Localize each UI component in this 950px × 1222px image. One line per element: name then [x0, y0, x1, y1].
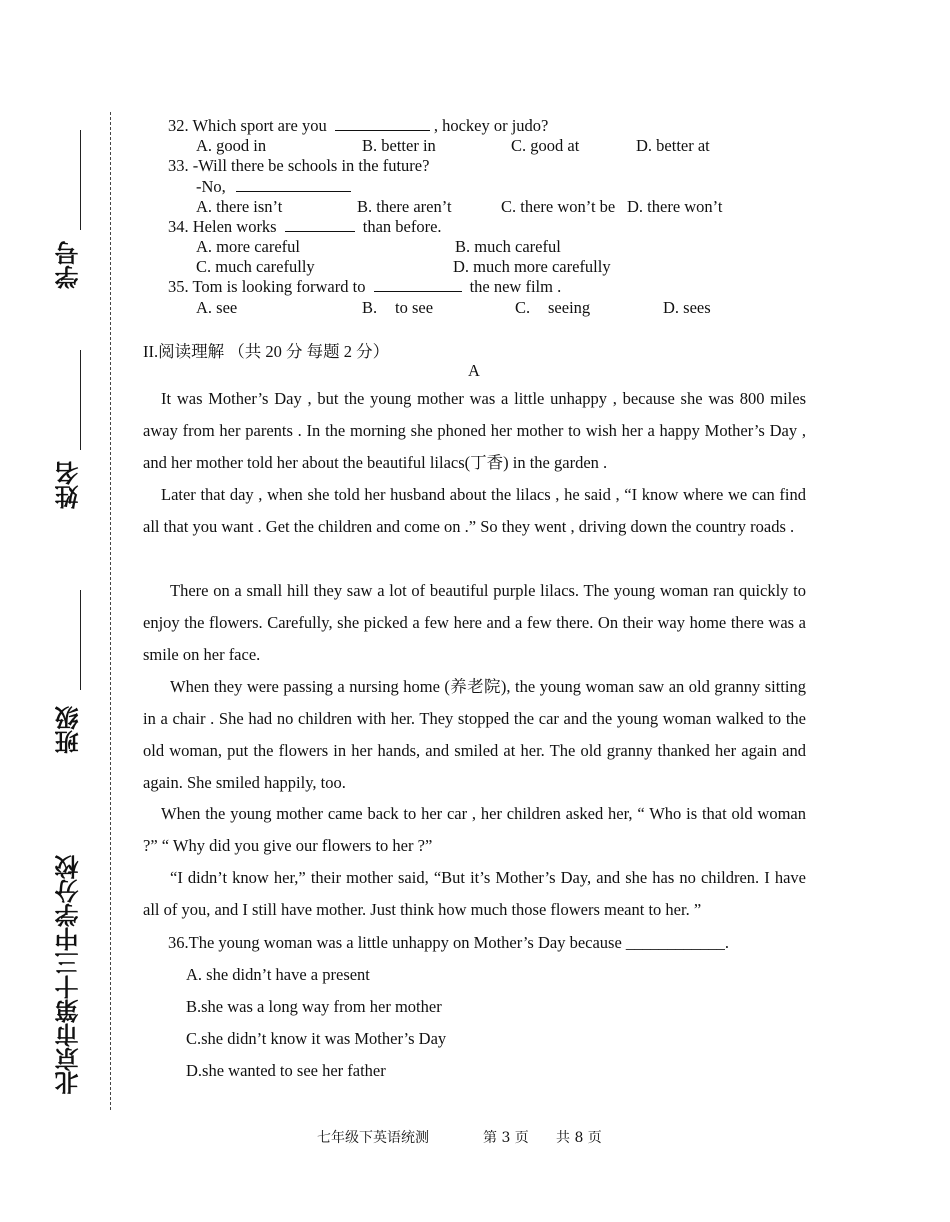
option-b: B. there aren’t — [357, 197, 452, 216]
option-d: D. better at — [636, 136, 710, 155]
question-34 — [168, 217, 442, 237]
question-35-stem: 35. Tom is looking forward to — [168, 277, 366, 296]
answer-blank — [236, 179, 351, 192]
school-name: 北京市第十三中学分校 — [55, 855, 83, 1095]
section-title: II.阅读理解 （共 20 分 每题 2 分） — [143, 342, 390, 361]
option-a: A. more careful — [196, 237, 300, 256]
question-34-stem: 34. Helen works — [168, 217, 277, 236]
passage-letter: A — [468, 361, 480, 380]
option-c: C.she didn’t know it was Mother’s Day — [186, 1029, 447, 1048]
question-32 — [168, 116, 548, 136]
footer-exam-name: 七年级下英语统测 — [317, 1130, 429, 1146]
option-b: B. better in — [362, 136, 436, 155]
option-c: C. there won’t be — [501, 197, 616, 216]
option-b: B.she was a long way from her mother — [186, 997, 442, 1016]
class-label: 班级 — [55, 706, 83, 754]
binding-margin — [0, 0, 115, 1222]
question-32-stem: 32. Which sport are you — [168, 116, 327, 135]
option-d: D. there won’t — [627, 197, 723, 216]
option-d: D. sees — [663, 298, 711, 317]
cut-line — [110, 112, 111, 1110]
option-b-text: to see — [395, 298, 434, 317]
passage-paragraph: When they were passing a nursing home (养老院), the young woman saw an old granny sitting in a chair . She had no children with her. They stopped the car and the young woman walked to the old woman, put the flowers in her hands, and smiled at her. The old granny thanked her again and again. She smiled happily, too. — [143, 677, 806, 792]
question-34-stem-end: than before. — [362, 217, 442, 236]
passage-paragraph: When the young mother came back to her car , her children asked her, “ Who is that old woman ?” “ Why did you give our flowers to her ?” — [143, 804, 806, 855]
passage-paragraph: There on a small hill they saw a lot of beautiful purple lilacs. The young woman ran quickly to enjoy the flowers. Carefully, she picked a few here and a few there. On their way home there was a smile on her face. — [143, 581, 806, 664]
option-d: D. much more carefully — [453, 257, 611, 276]
footer-total-pages: 共 8 页 — [556, 1130, 602, 1146]
passage-paragraph: Later that day , when she told her husband about the lilacs , he said , “I know where we can find all that you want . Get the children and come on .” So they went , driving down the country roads . — [143, 485, 806, 536]
option-a: A. there isn’t — [196, 197, 283, 216]
name-label: 姓名 — [55, 461, 83, 509]
class-underline — [80, 590, 81, 690]
name-underline — [80, 350, 81, 450]
student-id-label: 学号 — [55, 241, 83, 289]
option-c-letter: C. — [515, 298, 531, 317]
question-35 — [168, 277, 561, 297]
option-d: D.she wanted to see her father — [186, 1061, 386, 1080]
option-b-letter: B. — [362, 298, 378, 317]
question-33-reply — [196, 177, 351, 197]
question-36: 36.The young woman was a little unhappy on Mother’s Day because ____________. — [168, 933, 730, 952]
option-c: C. much carefully — [196, 257, 315, 276]
question-35-stem-end: the new film . — [469, 277, 562, 296]
option-c: C. good at — [511, 136, 580, 155]
question-33: 33. -Will there be schools in the future? — [168, 156, 430, 175]
reply-text: -No, — [196, 177, 226, 196]
passage-paragraph: It was Mother’s Day , but the young mother was a little unhappy , because she was 800 miles away from her parents . In the morning she phoned her mother to wish her a happy Mother’s Day , and her mother told her about the beautiful lilacs(丁香) in the garden . — [143, 389, 806, 472]
answer-blank — [285, 219, 355, 232]
option-a: A. good in — [196, 136, 267, 155]
option-c-text: seeing — [548, 298, 591, 317]
option-a: A. she didn’t have a present — [186, 965, 370, 984]
option-b: B. much careful — [455, 237, 561, 256]
footer-page-number: 第 3 页 — [483, 1130, 529, 1146]
option-a: A. see — [196, 298, 238, 317]
question-32-stem-end: , hockey or judo? — [433, 116, 549, 135]
student-id-underline — [80, 130, 81, 230]
answer-blank — [335, 118, 430, 131]
answer-blank — [374, 279, 462, 292]
passage-paragraph: “I didn’t know her,” their mother said, “But it’s Mother’s Day, and she has no children. I have all of you, and I still have mother. Just think how much those flowers meant to her. ” — [143, 868, 806, 919]
